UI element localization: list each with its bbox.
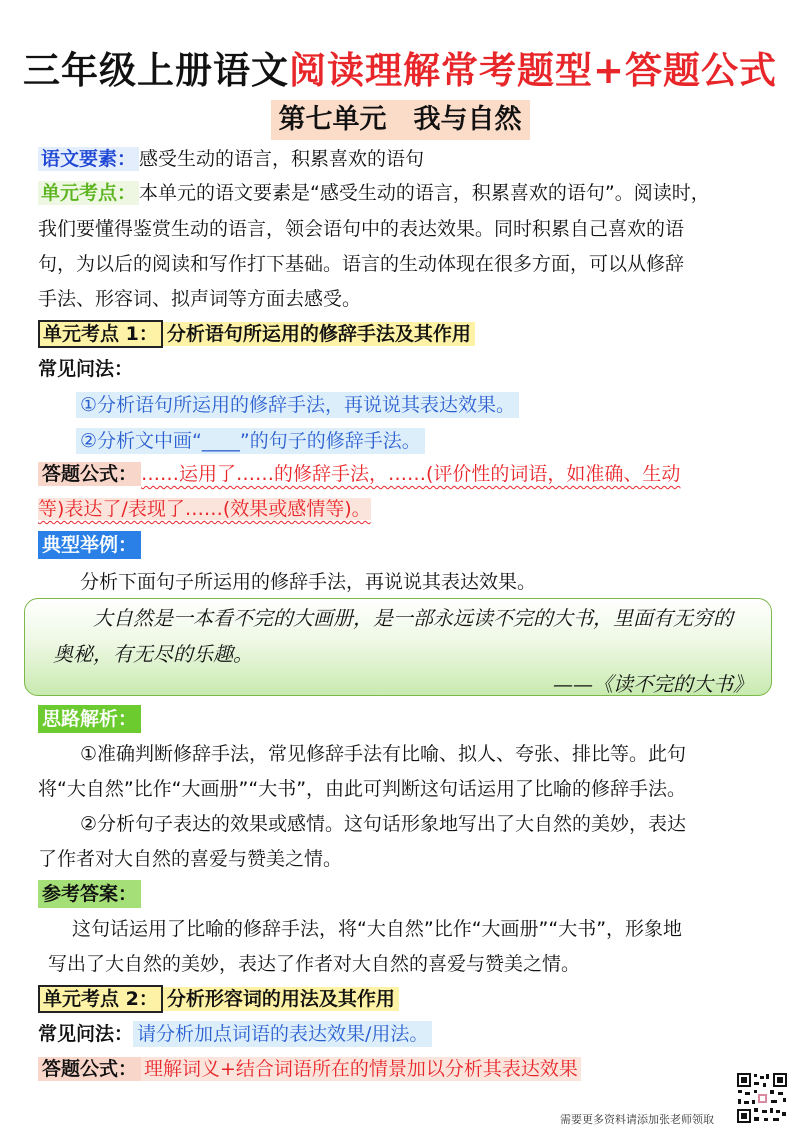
quote-line-1: 奥秘，有无尽的乐趣。 xyxy=(53,642,253,666)
kp2-title: 分析形容词的用法及其作用 xyxy=(163,987,399,1011)
kp2-formula: 理解词义+结合词语所在的情景加以分析其表达效果 xyxy=(141,1057,581,1081)
quote-box xyxy=(24,598,772,696)
point-line-1: 我们要懂得鉴赏生动的语言，领会语句中的表达效果。同时积累自己喜欢的语 xyxy=(38,218,685,240)
kp1-analysis-label-row xyxy=(38,700,141,738)
analysis-line-3: 了作者对大自然的喜爱与赞美之情。 xyxy=(38,848,343,870)
quote-source: ——《读不完的大书》 xyxy=(553,672,753,696)
element-label: 语文要素： xyxy=(38,147,139,171)
kp2-label: 单元考点 2： xyxy=(38,985,163,1013)
title-black: 三年级上册语文 xyxy=(22,49,289,92)
element-text: 感受生动的语言，积累喜欢的语句 xyxy=(139,148,425,170)
unit-title: 第七单元 我与自然 xyxy=(271,100,530,140)
analysis-line-2: ②分析句子表达的效果或感情。这句话形象地写出了大自然的美妙，表达 xyxy=(80,813,687,835)
kp1-formula-label: 答题公式： xyxy=(38,462,141,486)
title-red: 阅读理解常考题型+答题公式 xyxy=(288,49,777,92)
kp1-example-label-row xyxy=(38,526,141,564)
kp1-q-label: 常见问法： xyxy=(38,358,134,380)
point-label: 单元考点： xyxy=(38,181,139,205)
kp2-formula-label: 答题公式： xyxy=(38,1057,141,1081)
kp1-label: 单元考点 1： xyxy=(38,320,163,348)
kp2-heading xyxy=(38,980,399,1018)
kp1-formula-0: ……运用了……的修辞手法，……(评价性的词语，如准确、生动 xyxy=(141,463,681,485)
kp1-example-prompt: 分析下面句子所运用的修辞手法，再说说其表达效果。 xyxy=(80,571,537,593)
kp1-formula-row xyxy=(38,455,680,493)
point-row-0 xyxy=(38,174,710,212)
answer-line-0: 这句话运用了比喻的修辞手法，将“大自然”比作“大画册”“大书”，形象地 xyxy=(72,918,683,940)
kp1-question-0: ①分析语句所运用的修辞手法，再说说其表达效果。 xyxy=(76,386,519,424)
kp1-analysis-label: 思路解析： xyxy=(38,705,141,733)
page-title xyxy=(0,40,800,94)
kp2-formula-row xyxy=(38,1050,581,1088)
element-row xyxy=(38,140,424,178)
point-line-0: 本单元的语文要素是“感受生动的语言，积累喜欢的语句”。阅读时， xyxy=(139,182,710,204)
unit-heading xyxy=(0,100,800,140)
kp1-answer-label-row xyxy=(38,875,141,913)
kp1-example-label: 典型举例： xyxy=(38,531,141,559)
kp1-question-1: ②分析文中画“____”的句子的修辞手法。 xyxy=(76,422,425,460)
analysis-line-1: 将“大自然”比作“大画册”“大书”，由此可判断这句话运用了比喻的修辞手法。 xyxy=(38,778,687,800)
kp2-question-row xyxy=(38,1015,432,1053)
kp1-title: 分析语句所运用的修辞手法及其作用 xyxy=(163,322,475,346)
kp2-question: 请分析加点词语的表达效果/用法。 xyxy=(133,1021,432,1047)
footer-note: 需要更多资料请添加张老师领取 xyxy=(560,1113,714,1126)
kp1-formula-1: 等)表达了/表现了……(效果或感情等)。 xyxy=(38,498,371,520)
point-line-3: 手法、形容词、拟声词等方面去感受。 xyxy=(38,288,362,310)
analysis-line-0: ①准确判断修辞手法，常见修辞手法有比喻、拟人、夸张、排比等。此句 xyxy=(80,743,687,765)
point-line-2: 句，为以后的阅读和写作打下基础。语言的生动体现在很多方面，可以从修辞 xyxy=(38,253,685,275)
quote-line-0: 大自然是一本看不完的大画册，是一部永远读不完的大书，里面有无穷的 xyxy=(93,606,733,630)
kp1-heading xyxy=(38,315,475,353)
kp2-q-label: 常见问法： xyxy=(38,1023,134,1045)
answer-line-1: 写出了大自然的美妙，表达了作者对大自然的喜爱与赞美之情。 xyxy=(48,953,581,975)
kp1-answer-label: 参考答案： xyxy=(38,880,141,908)
